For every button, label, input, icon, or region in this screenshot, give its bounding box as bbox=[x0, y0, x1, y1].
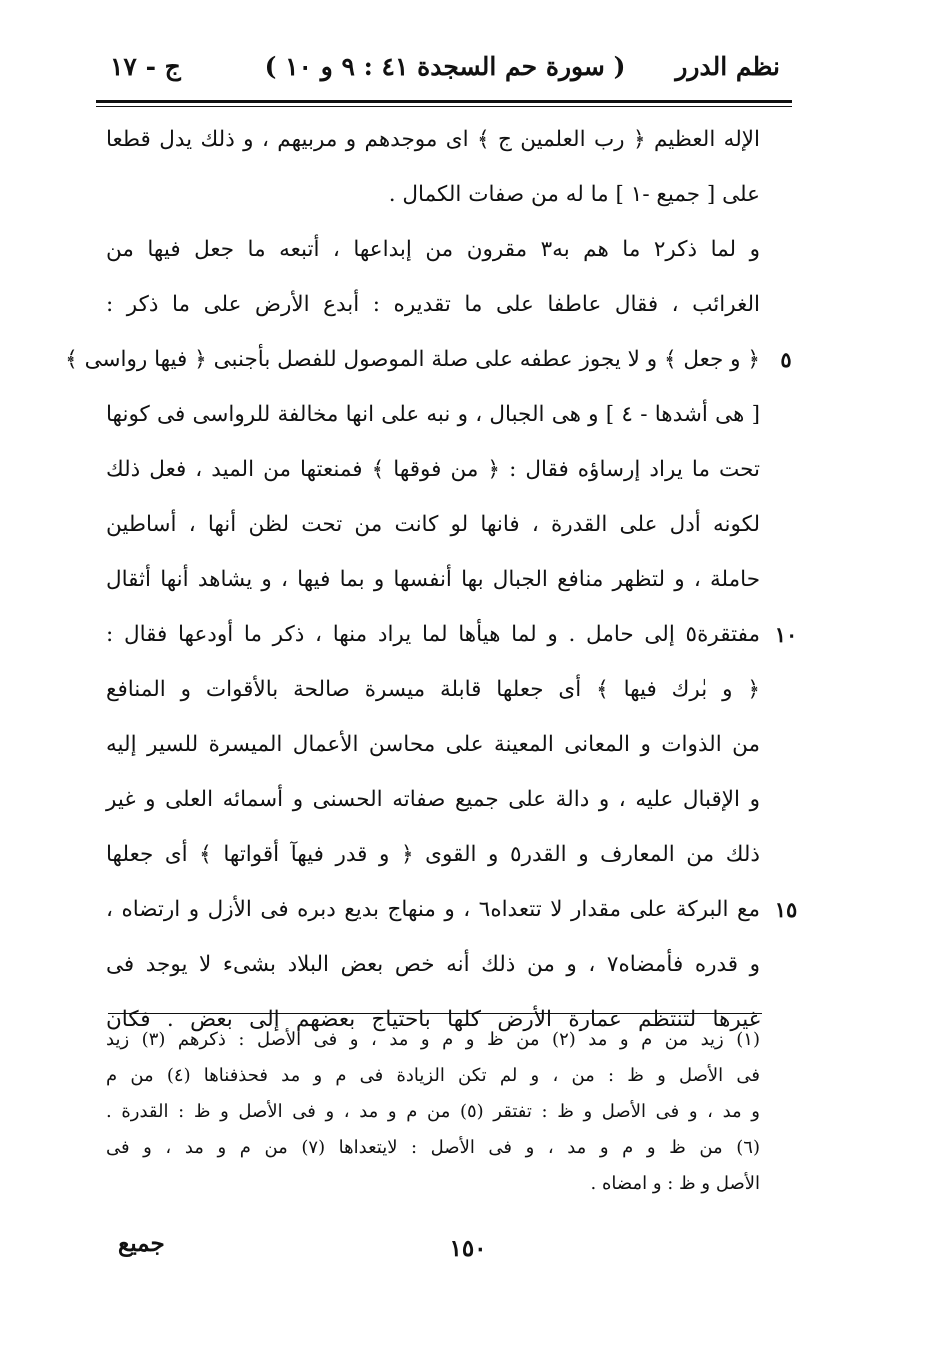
line-text: ذلك من المعارف و القدر٥ و القوى ﴿ و قدر فيهآ أقواتها ﴾ أى جعلها bbox=[106, 842, 760, 867]
header-rule bbox=[96, 100, 792, 107]
text-line bbox=[65, 332, 792, 387]
text-line bbox=[106, 277, 760, 332]
line-text: لكونه أدل على القدرة ، فانها لو كانت من تحت لظن أنها ، أساطين bbox=[106, 512, 760, 537]
text-line bbox=[106, 937, 760, 992]
surah-reference: ( سورة حم السجدة ٤١ : ٩ و ١٠ ) bbox=[264, 52, 626, 81]
text-line bbox=[106, 552, 760, 607]
footnote-rule bbox=[108, 1013, 762, 1014]
line-text: و لما ذكر٢ ما هم به٣ مقرون من إبداعها ، أتبعه ما جعل فيها من bbox=[106, 237, 760, 262]
line-number: ٥ bbox=[780, 347, 792, 372]
line-text: و قدره فأمضاه٧ ، و من ذلك أنه خص بعض البلاد بشىء لا يوجد فى bbox=[106, 952, 760, 977]
line-text: ﴿ و جعل ﴾ و لا يجوز عطفه على صلة الموصول للفصل بأجنبى ﴿ فيها رواسى ﴾ bbox=[65, 347, 760, 372]
text-line bbox=[106, 167, 760, 222]
book-title: نظم الدرر bbox=[675, 52, 780, 81]
footnote-line: الأصل و ظ : و امضاه . bbox=[590, 1173, 760, 1194]
text-line bbox=[106, 607, 798, 662]
page-number: ١٥٠ bbox=[449, 1235, 487, 1262]
main-text bbox=[65, 112, 798, 1047]
footnote-line: و مد ، و فى الأصل و ظ : تفتقر (٥) من م و مد ، و فى الأصل و ظ : القدرة . bbox=[106, 1101, 760, 1122]
line-number: ١٥ bbox=[774, 897, 798, 922]
line-text: و الإقبال عليه ، و دالة على جميع صفاته الحسنى و أسمائه العلى و غير bbox=[106, 787, 760, 812]
text-line bbox=[106, 717, 760, 772]
line-text: الغرائب ، فقال عاطفا على ما تقديره : أبدع الأرض على ما ذكر : bbox=[106, 292, 760, 317]
text-line bbox=[106, 772, 760, 827]
line-text: ﴿ و بٰرك فيها ﴾ أى جعلها قابلة ميسرة صالحة بالأقوات و المنافع bbox=[106, 677, 760, 702]
text-line bbox=[106, 112, 760, 167]
text-line bbox=[106, 497, 760, 552]
part-number: ج - ١٧ bbox=[110, 52, 181, 81]
line-text: مع البركة على مقدار لا تتعداه٦ ، و منهاج بديع دبره فى الأزل و ارتضاه ، bbox=[106, 897, 761, 922]
line-text: الإله العظيم ﴿ رب العلمين ج ﴾ اى موجدهم و مربيهم ، و ذلك يدل قطعا bbox=[106, 127, 760, 152]
line-text: [ هى أشدها - ٤ ] و هى الجبال ، و نبه على انها مخالفة للرواسى فى كونها bbox=[106, 402, 760, 427]
footnote-line: فى الأصل و ظ : من ، و لم تكن الزيادة فى م و مد فحذفناها (٤) من م bbox=[106, 1065, 760, 1086]
line-text: حاملة ، و لتظهر منافع الجبال بها أنفسها و بما فيها ، و يشاهد أنها أثقال bbox=[106, 567, 760, 592]
running-header bbox=[100, 52, 790, 94]
line-text: من الذوات و المعانى المعينة على محاسن الأعمال الميسرة للسير إليه bbox=[106, 732, 760, 757]
text-line bbox=[106, 662, 760, 717]
footnotes bbox=[106, 1022, 760, 1202]
text-line bbox=[106, 387, 760, 442]
footnote-line: (١) زيد من م و مد (٢) من ظ و م و مد ، و فى الأصل : ذكرهم (٣) زيد bbox=[106, 1029, 760, 1050]
line-text: تحت ما يراد إرساؤه فقال : ﴿ من فوقها ﴾ فمنعتها من الميد ، فعل ذلك bbox=[106, 457, 760, 482]
line-text: على [ جميع -١ ] ما له من صفات الكمال . bbox=[388, 182, 760, 207]
text-line bbox=[106, 882, 798, 937]
text-line bbox=[106, 827, 760, 882]
footnote-line: (٦) من ظ و م و مد ، و فى الأصل : لايتعداها (٧) من م و مد ، و فى bbox=[106, 1137, 760, 1158]
catchword: جميع bbox=[118, 1230, 165, 1257]
line-number: ١٠ bbox=[774, 622, 798, 647]
line-text: غيرها لتنتظم عمارة الأرض كلها باحتياج بعضهم إلى بعض . فكان bbox=[106, 1007, 760, 1032]
text-line bbox=[106, 222, 760, 277]
text-line bbox=[106, 442, 760, 497]
line-text: مفتقرة٥ إلى حامل . و لما هيأها لما يراد منها ، ذكر ما أودعها فقال : bbox=[106, 622, 760, 647]
